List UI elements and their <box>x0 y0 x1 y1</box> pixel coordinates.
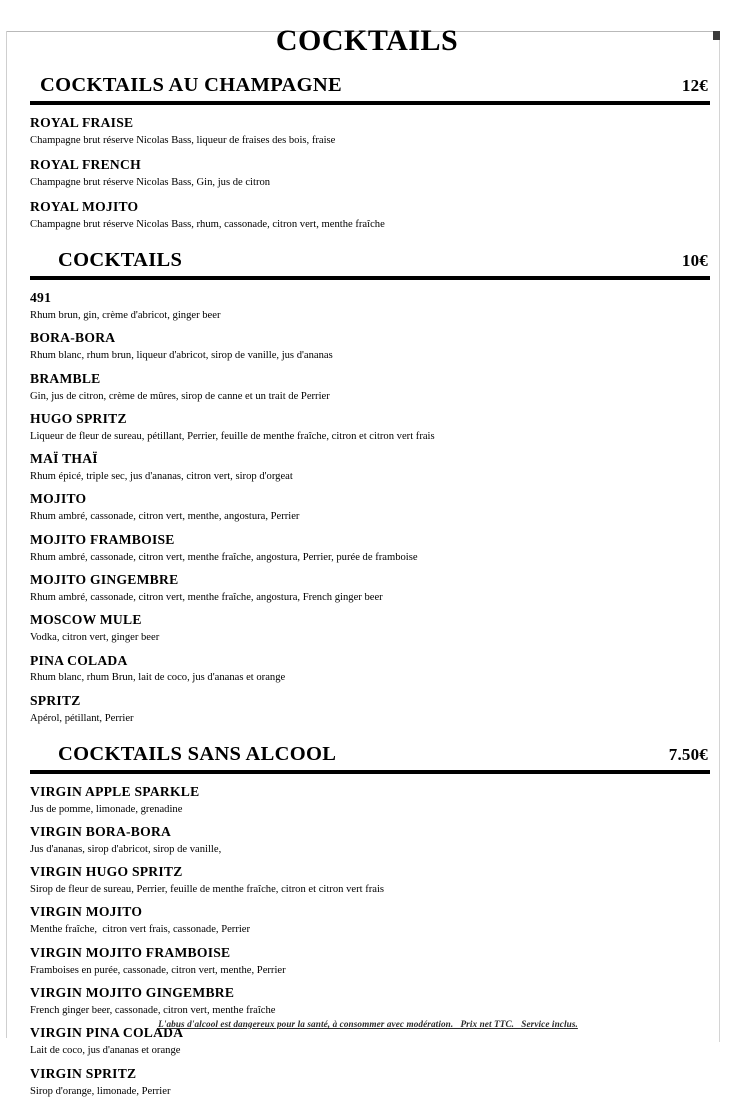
menu-item-description: Gin, jus de citron, crème de mûres, sirop de canne et un trait de Perrier <box>30 390 330 402</box>
menu-item-description: Champagne brut réserve Nicolas Bass, liqueur de fraises des bois, fraise <box>30 134 336 146</box>
menu-item-name: PINA COLADA <box>30 652 128 668</box>
footer <box>0 1014 736 1032</box>
menu-section-champagne <box>30 74 710 232</box>
menu-item-description: Sirop de fleur de sureau, Perrier, feuille de menthe fraîche, citron et citron vert frais <box>30 884 385 896</box>
menu-item <box>30 612 710 645</box>
menu-item-description: Liqueur de fleur de sureau, pétillant, Perrier, feuille de menthe fraîche, citron et citron vert frais <box>30 430 435 442</box>
menu-item-name: 491 <box>30 289 52 305</box>
menu-item <box>30 290 710 323</box>
menu-item-name: MOSCOW MULE <box>30 612 142 628</box>
menu-item <box>30 491 710 524</box>
section-header-row <box>30 249 710 273</box>
menu-item-description: Framboises en purée, cassonade, citron vert, menthe, Perrier <box>30 964 286 976</box>
menu-item <box>30 864 710 897</box>
menu-item-description: Rhum ambré, cassonade, citron vert, menthe fraîche, angostura, French ginger beer <box>30 591 383 603</box>
menu-item-list <box>30 115 710 233</box>
menu-section-cocktails <box>30 249 710 726</box>
menu-item-description: Champagne brut réserve Nicolas Bass, Gin, jus de citron <box>30 176 271 188</box>
menu-item-description: Jus d'ananas, sirop d'abricot, sirop de vanille, <box>30 843 222 855</box>
page-title: COCKTAILS <box>275 24 459 57</box>
section-title: COCKTAILS SANS ALCOOL <box>58 743 337 766</box>
section-price: 10€ <box>681 251 708 271</box>
menu-item-name: MOJITO GINGEMBRE <box>30 571 179 587</box>
menu-item-description: Vodka, citron vert, ginger beer <box>30 632 160 644</box>
menu-item-description: Rhum blanc, rhum brun, liqueur d'abricot, sirop de vanille, jus d'ananas <box>30 350 333 362</box>
section-header-row <box>30 743 710 767</box>
menu-item-description: Apérol, pétillant, Perrier <box>30 712 134 724</box>
menu-item-name: MAÏ THAÏ <box>30 451 98 467</box>
menu-item-name: VIRGIN APPLE SPARKLE <box>30 783 200 799</box>
section-divider <box>30 101 710 105</box>
menu-item-name: SPRITZ <box>30 692 81 708</box>
menu-item-name: MOJITO <box>30 491 87 507</box>
menu-item-name: VIRGIN SPRITZ <box>30 1065 137 1081</box>
menu-item-name: ROYAL MOJITO <box>30 199 139 215</box>
menu-item-list <box>30 290 710 726</box>
menu-item-name: VIRGIN PINA COLADA <box>30 1025 184 1041</box>
menu-item-list <box>30 784 710 1099</box>
menu-item-name: VIRGIN BORA-BORA <box>30 823 172 839</box>
menu-item <box>30 330 710 363</box>
menu-item-description: Rhum ambré, cassonade, citron vert, menthe fraîche, angostura, Perrier, purée de framboise <box>30 551 418 563</box>
menu-item-name: HUGO SPRITZ <box>30 410 127 426</box>
menu-item-name: BORA-BORA <box>30 330 116 346</box>
menu-item <box>30 115 710 148</box>
menu-item-name: VIRGIN MOJITO GINGEMBRE <box>30 985 235 1001</box>
menu-item <box>30 1066 710 1099</box>
menu-item <box>30 411 710 444</box>
menu-content <box>0 24 736 1099</box>
menu-item-name: MOJITO FRAMBOISE <box>30 531 175 547</box>
menu-item-description: Jus de pomme, limonade, grenadine <box>30 803 183 815</box>
menu-item-description: French ginger beer, cassonade, citron vert, menthe fraîche <box>30 1005 276 1017</box>
section-price: 7.50€ <box>668 745 708 765</box>
menu-item-description: Rhum brun, gin, crème d'abricot, ginger beer <box>30 309 221 321</box>
menu-item <box>30 653 710 686</box>
menu-item-description: Lait de coco, jus d'ananas et orange <box>30 1045 181 1057</box>
section-divider <box>30 276 710 280</box>
menu-item <box>30 945 710 978</box>
menu-item <box>30 371 710 404</box>
menu-item <box>30 532 710 565</box>
menu-item <box>30 451 710 484</box>
menu-item-description: Rhum blanc, rhum Brun, lait de coco, jus d'ananas et orange <box>30 672 286 684</box>
menu-item-description: Menthe fraîche, citron vert frais, cassonade, Perrier <box>30 924 251 936</box>
menu-item-description: Champagne brut réserve Nicolas Bass, rhum, cassonade, citron vert, menthe fraîche <box>30 219 385 231</box>
menu-section-sans-alcool <box>30 743 710 1099</box>
menu-page <box>0 24 736 1097</box>
section-divider <box>30 770 710 774</box>
menu-item-name: ROYAL FRENCH <box>30 156 141 172</box>
menu-item <box>30 693 710 726</box>
menu-item-name: VIRGIN MOJITO <box>30 904 143 920</box>
menu-item-description: Sirop d'orange, limonade, Perrier <box>30 1085 171 1097</box>
menu-item-name: ROYAL FRAISE <box>30 114 134 130</box>
menu-item <box>30 572 710 605</box>
section-title: COCKTAILS AU CHAMPAGNE <box>40 74 342 96</box>
menu-item <box>30 824 710 857</box>
menu-item-description: Rhum épicé, triple sec, jus d'ananas, citron vert, sirop d'orgeat <box>30 471 293 483</box>
legal-disclaimer: L'abus d'alcool est dangereux pour la santé, à consommer avec modération. Prix net TTC. Service inclus. <box>158 1019 578 1029</box>
section-header-row <box>30 74 710 98</box>
menu-item <box>30 157 710 190</box>
section-price: 12€ <box>681 76 708 95</box>
menu-item-name: VIRGIN MOJITO FRAMBOISE <box>30 944 231 960</box>
menu-item-name: VIRGIN HUGO SPRITZ <box>30 864 183 880</box>
section-title: COCKTAILS <box>58 249 183 272</box>
menu-item-name: BRAMBLE <box>30 370 101 386</box>
menu-item-description: Rhum ambré, cassonade, citron vert, menthe, angostura, Perrier <box>30 511 300 523</box>
menu-item <box>30 199 710 232</box>
menu-item <box>30 904 710 937</box>
menu-item <box>30 784 710 817</box>
